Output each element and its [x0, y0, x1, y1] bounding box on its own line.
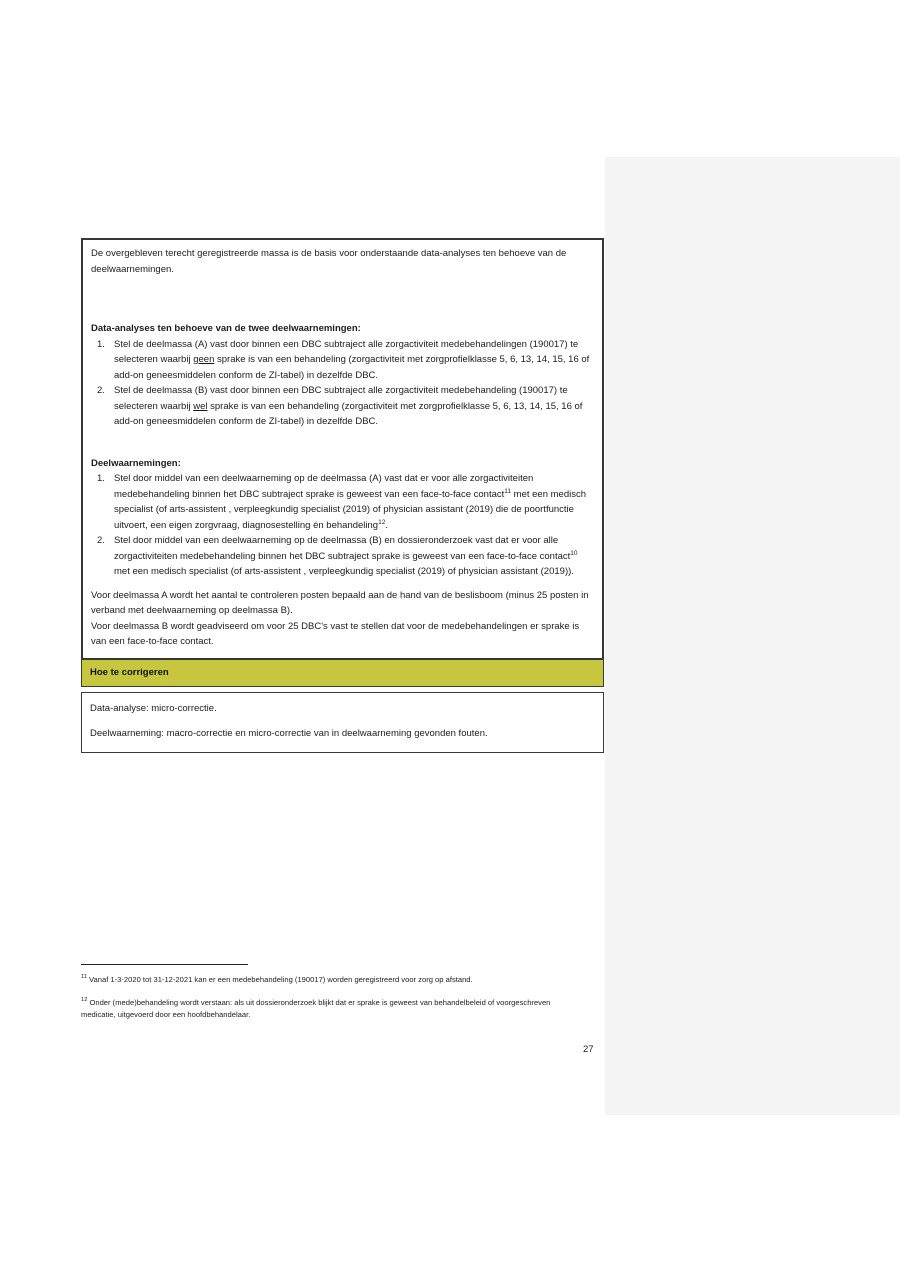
list-item: [91, 533, 594, 580]
correction-header-label: Hoe te corrigeren: [90, 666, 169, 678]
list-item-number: 1.: [97, 473, 105, 484]
intro-paragraph: De overgebleven terecht geregistreerde massa is de basis voor onderstaande data-analyses ten behoeve van de deelwaarnemingen.: [91, 248, 567, 275]
deelwaarnemingen-heading: Deelwaarnemingen:: [91, 457, 181, 469]
correction-line: Deelwaarneming: macro-correctie en micro-correctie van in deelwaarneming gevonden fouten.: [90, 728, 488, 739]
closing-paragraph: Voor deelmassa A wordt het aantal te controleren posten bepaald aan de hand van de beslisboom (minus 25 posten in verband met deelwaarneming op deelmassa B).: [91, 589, 589, 616]
underlined-word: geen: [193, 354, 215, 365]
list-item-text: [114, 337, 594, 384]
footnote-reference: 12: [378, 518, 386, 526]
list-item-text: [114, 471, 594, 533]
side-panel-background: [605, 157, 900, 1115]
list-item: [91, 383, 594, 430]
correction-line: Data-analyse: micro-correctie.: [90, 702, 217, 714]
list-item-number: 2.: [97, 535, 105, 546]
item-text-pre: Stel door middel van een deelwaarneming op de deelmassa (B) en dossieronderzoek vast dat er voor alle zorgactiviteiten medebehandeling binnen het DBC subtraject sprake is geweest van een face-to-face contact: [114, 535, 571, 562]
footnote-reference: 10: [570, 549, 578, 557]
footnote-area: [81, 964, 559, 1021]
deelwaarnemingen-list: [91, 471, 594, 580]
footnote-text: Onder (mede)behandeling wordt verstaan: als uit dossieronderzoek blijkt dat er sprake is geweest van behandelbeleid of voorgeschreven medicatie, uitgevoerd door een hoofdbehandelaar.: [81, 998, 551, 1019]
footnote-marker: 11: [81, 974, 88, 981]
data-analyses-list: [91, 337, 594, 430]
page-number: 27: [583, 1044, 594, 1055]
footnote: [81, 997, 559, 1021]
list-item-number: 1.: [97, 338, 105, 350]
correction-box: [81, 692, 604, 753]
item-text-pre: Stel de deelmassa (B) vast door binnen een DBC subtraject alle zorgactiviteit medebehandeling (190017) te selecteren waarbij: [114, 385, 568, 412]
list-item-text: [114, 383, 594, 430]
footnote-reference: 11: [504, 487, 512, 495]
list-item-number: 2.: [97, 385, 105, 396]
footnote-separator: [81, 964, 248, 965]
item-text-mid: met een medisch specialist (of arts-assistent , verpleegkundig specialist (2019) of physician assistant (2019)).: [114, 566, 574, 577]
item-text-post: sprake is van een behandeling (zorgactiviteit met zorgprofielklasse 5, 6, 13, 14, 15, 16 of add-on geneesmiddelen conform de ZI-tabel) in dezelfde DBC.: [114, 400, 583, 427]
list-item: [91, 337, 594, 384]
document-column: [81, 238, 604, 753]
content-box: [81, 238, 604, 660]
footnote-marker: 12: [81, 997, 88, 1004]
list-item: [91, 471, 594, 533]
closing-paragraph: Voor deelmassa B wordt geadviseerd om voor 25 DBC's vast te stellen dat voor de medebehandelingen er sprake is van een face-to-face contact.: [91, 620, 580, 647]
item-text-mid: met een medisch specialist (of arts-assistent , verpleegkundig specialist (2019) of physician assistant (2019) die de poortfunctie uitvoert, een eigen zorgvraag, diagnosestelling én behandeling: [114, 488, 586, 531]
data-analyses-heading: Data-analyses ten behoeve van de twee deelwaarnemingen:: [91, 323, 361, 334]
closing-paragraphs: [91, 588, 594, 650]
item-text-post: sprake is van een behandeling (zorgactiviteit met zorgprofielklasse 5, 6, 13, 14, 15, 16 of add-on geneesmiddelen conform de ZI-tabel) in dezelfde DBC.: [114, 354, 590, 381]
correction-header-bar: [81, 660, 604, 687]
underlined-word: wel: [193, 400, 208, 412]
footnote: [81, 974, 559, 986]
item-text-pre: Stel door middel van een deelwaarneming op de deelmassa (A) vast dat er voor alle zorgactiviteiten medebehandeling binnen het DBC subtraject sprake is geweest van een face-to-face contact: [114, 473, 534, 500]
item-text-pre: Stel de deelmassa (A) vast door binnen een DBC subtraject alle zorgactiviteit medebehandelingen (190017) te selecteren waarbij: [114, 338, 579, 365]
list-item-text: [114, 533, 594, 580]
item-text-tail: .: [385, 519, 388, 531]
footnote-text: Vanaf 1-3-2020 tot 31-12-2021 kan er een medebehandeling (190017) worden geregistreerd voor zorg op afstand.: [89, 975, 473, 984]
